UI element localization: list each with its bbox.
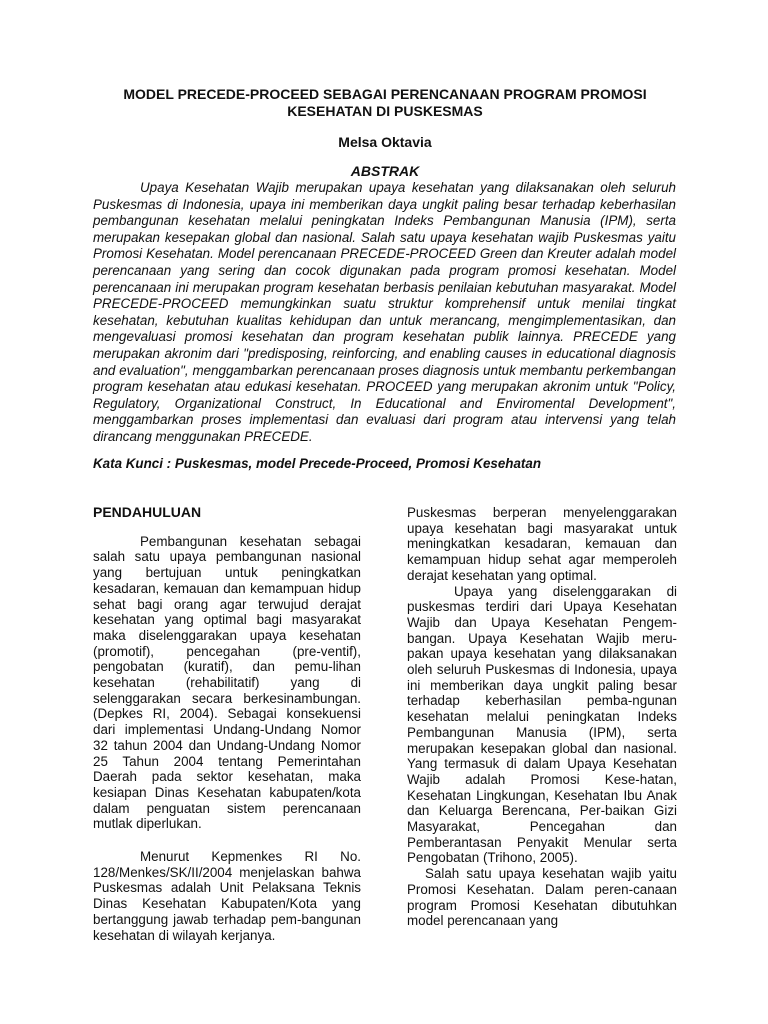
- right-column: [407, 505, 677, 929]
- body-paragraph: Salah satu upaya kesehatan wajib yaitu Promosi Kesehatan. Dalam peren-canaan program Promosi Kesehatan dibutuhkan model perencanaan yang: [407, 866, 677, 929]
- abstract-heading: ABSTRAK: [350, 163, 420, 179]
- abstract-text: Upaya Kesehatan Wajib merupakan upaya kesehatan yang dilaksanakan oleh seluruh Puskesmas di Indonesia, upaya ini memberikan daya ungkit paling besar terhadap keberhasilan pembangunan kesehatan melalui peningkatan Indeks Pembangunan Manusia (IPM), serta merupakan kesepakan global dan nasional. Salah satu upaya kesehatan wajib Puskesmas yaitu Promosi Kesehatan. Model perencanaan PRECEDE-PROCEED Green dan Kreuter adalah model perencanaan yang sering dan cocok digunakan pada program promosi kesehatan. Model perencanaan ini merupakan program kesehatan berbasis penilaian kebutuhan masyarakat. Model PRECEDE-PROCEED memungkinkan suatu struktur komprehensif untuk menilai tingkat kesehatan, kebutuhan kualitas kehidupan dan untuk merancang, mengimplementasikan, dan mengevaluasi promosi kesehatan dan program kesehatan publik lainnya. PRECEDE yang merupakan akronim dari "predisposing, reinforcing, and enabling causes in educational diagnosis and evaluation", menggambarkan perencanaan proses diagnosis untuk membantu perkembangan program kesehatan atau edukasi kesehatan. PROCEED yang merupakan akronim untuk "Policy, Regulatory, Organizational Construct, In Educational and Enviromental Development", menggambarkan proses implementasi dan evaluasi dari program atau intervensi yang telah dirancang menggunakan PRECEDE.: [93, 180, 676, 444]
- author-name: Melsa Oktavia: [338, 134, 432, 150]
- body-paragraph: Pembangunan kesehatan sebagai salah satu upaya pembangunan nasional yang bertujuan untuk peningkatkan kesadaran, kemauan dan kemampuan hidup sehat bagi orang agar terwujud derajat kesehatan yang optimal bagi masyarakat maka diselenggarakan upaya kesehatan (promotif), pencegahan (pre-ventif), pengobatan (kuratif), dan pemu-lihan kesehatan (rehabilitatif) yang di selenggarakan secara berkesinambungan. (Depkes RI, 2004). Sebagai konsekuensi dari implementasi Undang-Undang Nomor 32 tahun 2004 dan Undang-Undang Nomor 25 Tahun 2004 tentang Pemerintahan Daerah pada sektor kesehatan, maka kesiapan Dinas Kesehatan kabupaten/kota dalam penguatan sistem perencanaan mutlak diperlukan.: [93, 533, 361, 832]
- body-paragraph: Upaya yang diselenggarakan di puskesmas terdiri dari Upaya Kesehatan Wajib dan Upaya Kesehatan Pengem-bangan. Upaya Kesehatan Wajib meru-pakan upaya kesehatan yang dilaksanakan oleh seluruh Puskesmas di Indonesia, upaya ini memberikan daya ungkit paling besar terhadap keberhasilan pemba-ngunan kesehatan melalui peningkatan Indeks Pembangunan Manusia (IPM), serta merupakan kesepakan global dan nasional. Yang termasuk di dalam Upaya Kesehatan Wajib adalah Promosi Kese-hatan, Kesehatan Lingkungan, Kesehatan Ibu Anak dan Keluarga Berencana, Per-baikan Gizi Masyarakat, Pencegahan dan Pemberantasan Penyakit Menular serta Pengobatan (Trihono, 2005).: [407, 583, 677, 866]
- body-paragraph: Puskesmas berperan menyelenggarakan upaya kesehatan bagi masyarakat untuk meningkatkan kesadaran, kemauan dan kemampuan hidup sehat agar memperoleh derajat kesehatan yang optimal.: [407, 505, 677, 583]
- body-paragraph: Menurut Kepmenkes RI No. 128/Menkes/SK/II/2004 menjelaskan bahwa Puskesmas adalah Unit Pelaksana Teknis Dinas Kesehatan Kabupaten/Kota yang bertanggung jawab terhadap pem-bangunan kesehatan di wilayah kerjanya.: [93, 849, 361, 943]
- keywords: Kata Kunci : Puskesmas, model Precede-Proceed, Promosi Kesehatan: [93, 456, 542, 471]
- left-column: [93, 505, 361, 943]
- section-heading: PENDAHULUAN: [93, 504, 202, 520]
- paper-title: MODEL PRECEDE-PROCEED SEBAGAI PERENCANAAN PROGRAM PROMOSI KESEHATAN DI PUSKESMAS: [123, 86, 647, 119]
